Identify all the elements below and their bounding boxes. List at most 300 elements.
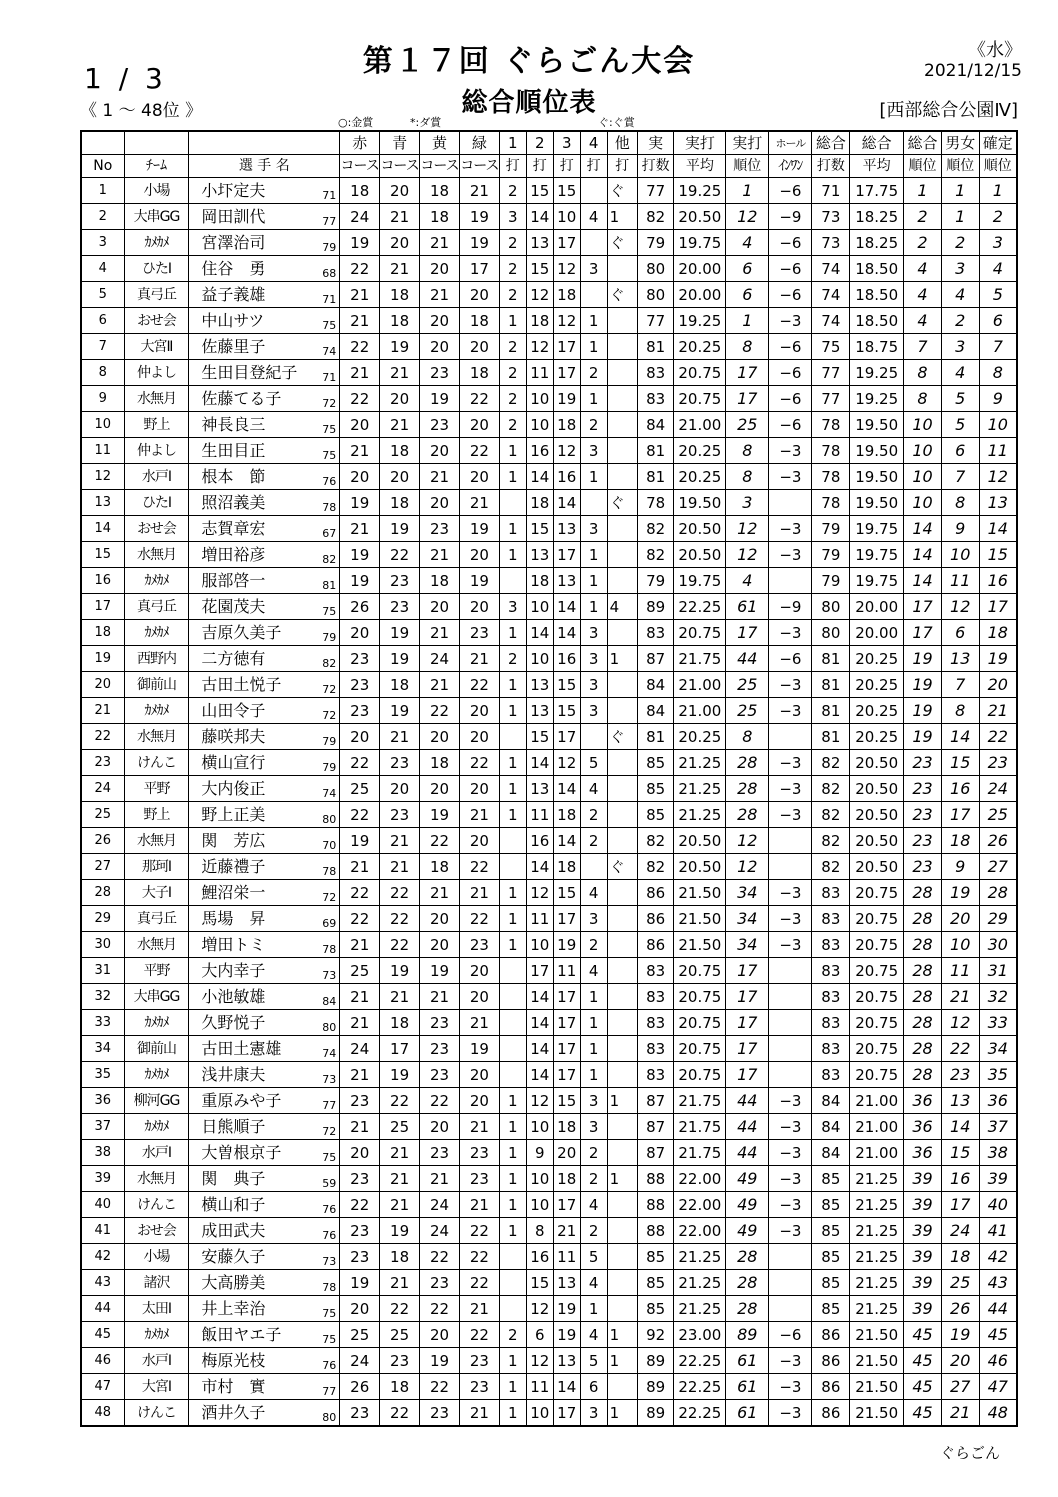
blue-course: 20 <box>380 776 420 802</box>
actual-rank: 17 <box>726 386 769 412</box>
hits-3: 16 <box>553 646 580 672</box>
actual-rank: 3 <box>726 490 769 516</box>
team: ｶﾒｶﾒ <box>124 1010 189 1036</box>
green-course: 21 <box>459 1114 499 1140</box>
final-rank: 39 <box>979 1166 1017 1192</box>
blue-course: 22 <box>380 932 420 958</box>
red-course: 20 <box>340 620 380 646</box>
red-course: 23 <box>340 1088 380 1114</box>
hits-3: 17 <box>553 906 580 932</box>
actual-strokes: 83 <box>637 1010 674 1036</box>
yellow-course: 18 <box>420 178 460 204</box>
actual-average: 20.50 <box>674 204 726 230</box>
blue-course: 23 <box>380 568 420 594</box>
gender-rank: 5 <box>941 412 979 438</box>
header-h3-top: 3 <box>553 131 580 155</box>
final-rank: 4 <box>979 256 1017 282</box>
gender-rank: 23 <box>941 1062 979 1088</box>
hole-in-one: −6 <box>769 230 812 256</box>
age: 79 <box>316 620 340 646</box>
hits-3: 18 <box>553 1114 580 1140</box>
red-course: 19 <box>340 230 380 256</box>
actual-rank: 28 <box>726 776 769 802</box>
actual-rank: 6 <box>726 282 769 308</box>
actual-strokes: 81 <box>637 724 674 750</box>
green-course: 20 <box>459 542 499 568</box>
total-rank: 28 <box>904 880 942 906</box>
table-row <box>81 1296 1017 1322</box>
hits-3: 17 <box>553 1010 580 1036</box>
green-course: 19 <box>459 230 499 256</box>
hits-3: 15 <box>553 1088 580 1114</box>
rank-no: 27 <box>81 854 124 880</box>
green-course: 21 <box>459 646 499 672</box>
table-row <box>81 1114 1017 1140</box>
hole-in-one: −6 <box>769 1322 812 1348</box>
rank-no: 34 <box>81 1036 124 1062</box>
team: ｶﾒｶﾒ <box>124 620 189 646</box>
total-average: 19.25 <box>850 360 904 386</box>
rank-no: 20 <box>81 672 124 698</box>
green-course: 19 <box>459 1036 499 1062</box>
hits-4: 3 <box>580 438 607 464</box>
hole-in-one <box>769 1010 812 1036</box>
age: 73 <box>316 958 340 984</box>
actual-average: 19.75 <box>674 230 726 256</box>
gender-rank: 16 <box>941 776 979 802</box>
actual-average: 20.75 <box>674 984 726 1010</box>
age: 80 <box>316 802 340 828</box>
actual-average: 20.25 <box>674 438 726 464</box>
header-row-top <box>81 131 1017 155</box>
gender-rank: 20 <box>941 1348 979 1374</box>
blue-course: 18 <box>380 1374 420 1400</box>
team: ひたⅠ <box>124 256 189 282</box>
table-row <box>81 750 1017 776</box>
gender-rank: 1 <box>941 178 979 204</box>
red-course: 21 <box>340 1010 380 1036</box>
total-average: 20.75 <box>850 984 904 1010</box>
red-course: 25 <box>340 776 380 802</box>
table-row <box>81 464 1017 490</box>
yellow-course: 19 <box>420 386 460 412</box>
hits-1: 1 <box>499 1140 526 1166</box>
hits-4: 5 <box>580 750 607 776</box>
hits-other <box>607 750 637 776</box>
player-name: 酒井久子 <box>189 1400 316 1427</box>
hits-3: 17 <box>553 334 580 360</box>
hits-1 <box>499 828 526 854</box>
actual-average: 21.75 <box>674 1114 726 1140</box>
actual-strokes: 82 <box>637 828 674 854</box>
hole-in-one: −3 <box>769 750 812 776</box>
actual-average: 23.00 <box>674 1322 726 1348</box>
team: おせ会 <box>124 308 189 334</box>
actual-rank: 61 <box>726 594 769 620</box>
red-course: 19 <box>340 542 380 568</box>
total-average: 18.75 <box>850 334 904 360</box>
age: 80 <box>316 1010 340 1036</box>
red-course: 26 <box>340 594 380 620</box>
yellow-course: 20 <box>420 594 460 620</box>
total-rank: 14 <box>904 516 942 542</box>
rank-no: 48 <box>81 1400 124 1427</box>
player-name: 安藤久子 <box>189 1244 316 1270</box>
blue-course: 21 <box>380 1192 420 1218</box>
actual-strokes: 85 <box>637 750 674 776</box>
red-course: 23 <box>340 1166 380 1192</box>
table-row <box>81 1270 1017 1296</box>
hole-in-one: −6 <box>769 334 812 360</box>
header-hole-inone: ｲﾝﾜﾝ <box>769 155 812 178</box>
actual-average: 22.25 <box>674 1374 726 1400</box>
player-name: 岡田訓代 <box>189 204 316 230</box>
total-strokes: 71 <box>812 178 850 204</box>
age: 78 <box>316 932 340 958</box>
total-rank: 39 <box>904 1192 942 1218</box>
actual-rank: 6 <box>726 256 769 282</box>
hits-2: 18 <box>526 490 553 516</box>
actual-average: 21.25 <box>674 1244 726 1270</box>
hole-in-one: −9 <box>769 204 812 230</box>
player-name: 成田武夫 <box>189 1218 316 1244</box>
total-strokes: 81 <box>812 646 850 672</box>
hits-1: 3 <box>499 594 526 620</box>
hits-2: 15 <box>526 516 553 542</box>
hits-4 <box>580 854 607 880</box>
player-name: 大内俊正 <box>189 776 316 802</box>
rank-no: 15 <box>81 542 124 568</box>
actual-average: 21.25 <box>674 1296 726 1322</box>
yellow-course: 20 <box>420 308 460 334</box>
hits-1: 1 <box>499 776 526 802</box>
actual-strokes: 84 <box>637 698 674 724</box>
hits-other <box>607 1270 637 1296</box>
table-row <box>81 1192 1017 1218</box>
total-rank: 28 <box>904 906 942 932</box>
total-rank: 19 <box>904 672 942 698</box>
total-strokes: 80 <box>812 620 850 646</box>
actual-strokes: 86 <box>637 880 674 906</box>
green-course: 19 <box>459 516 499 542</box>
table-row <box>81 1244 1017 1270</box>
yellow-course: 20 <box>420 490 460 516</box>
green-course: 22 <box>459 750 499 776</box>
final-rank: 24 <box>979 776 1017 802</box>
actual-average: 20.50 <box>674 828 726 854</box>
gender-rank: 6 <box>941 620 979 646</box>
hits-2: 12 <box>526 1296 553 1322</box>
hits-4: 1 <box>580 1062 607 1088</box>
hits-other: 1 <box>607 1348 637 1374</box>
actual-strokes: 77 <box>637 178 674 204</box>
table-row <box>81 776 1017 802</box>
gender-rank: 4 <box>941 360 979 386</box>
gender-rank: 5 <box>941 386 979 412</box>
actual-strokes: 85 <box>637 1270 674 1296</box>
red-course: 23 <box>340 672 380 698</box>
total-average: 20.25 <box>850 698 904 724</box>
actual-average: 22.00 <box>674 1192 726 1218</box>
actual-rank: 28 <box>726 802 769 828</box>
actual-strokes: 81 <box>637 334 674 360</box>
blue-course: 19 <box>380 958 420 984</box>
green-course: 21 <box>459 178 499 204</box>
hits-1: 1 <box>499 932 526 958</box>
hits-3: 17 <box>553 1036 580 1062</box>
total-strokes: 77 <box>812 360 850 386</box>
total-average: 20.75 <box>850 1062 904 1088</box>
table-row <box>81 1062 1017 1088</box>
blue-course: 20 <box>380 464 420 490</box>
final-rank: 15 <box>979 542 1017 568</box>
hole-in-one: −3 <box>769 438 812 464</box>
rank-no: 30 <box>81 932 124 958</box>
hits-1: 2 <box>499 256 526 282</box>
rank-no: 21 <box>81 698 124 724</box>
results-table <box>80 130 1018 1427</box>
table-row <box>81 568 1017 594</box>
actual-rank: 61 <box>726 1348 769 1374</box>
total-rank: 23 <box>904 776 942 802</box>
team: 水無月 <box>124 1166 189 1192</box>
rank-no: 31 <box>81 958 124 984</box>
header-other-top: 他 <box>607 131 637 155</box>
header-yellow-top: 黄 <box>420 131 460 155</box>
actual-rank: 1 <box>726 308 769 334</box>
hole-in-one: −3 <box>769 1114 812 1140</box>
red-course: 21 <box>340 360 380 386</box>
hits-3: 17 <box>553 542 580 568</box>
red-course: 19 <box>340 490 380 516</box>
hole-in-one: −6 <box>769 412 812 438</box>
hits-2: 10 <box>526 932 553 958</box>
total-average: 21.00 <box>850 1114 904 1140</box>
hole-in-one: −6 <box>769 646 812 672</box>
rank-no: 35 <box>81 1062 124 1088</box>
page-title: 第１７回 ぐらごん大会 <box>362 44 696 79</box>
actual-strokes: 83 <box>637 360 674 386</box>
actual-strokes: 80 <box>637 282 674 308</box>
table-row <box>81 204 1017 230</box>
hits-4: 6 <box>580 1374 607 1400</box>
rank-no: 17 <box>81 594 124 620</box>
total-average: 21.25 <box>850 1166 904 1192</box>
hits-other <box>607 1296 637 1322</box>
player-name: 鯉沼栄一 <box>189 880 316 906</box>
page-number: 1 / 3 <box>84 62 167 95</box>
blue-course: 19 <box>380 1218 420 1244</box>
legend-da: *:ダ賞 <box>410 116 442 129</box>
actual-average: 21.75 <box>674 646 726 672</box>
yellow-course: 23 <box>420 1010 460 1036</box>
rank-no: 5 <box>81 282 124 308</box>
actual-average: 22.25 <box>674 1348 726 1374</box>
total-strokes: 83 <box>812 906 850 932</box>
actual-rank: 28 <box>726 1296 769 1322</box>
hits-other <box>607 776 637 802</box>
red-course: 24 <box>340 1036 380 1062</box>
actual-average: 22.25 <box>674 594 726 620</box>
actual-average: 21.25 <box>674 802 726 828</box>
table-row <box>81 1036 1017 1062</box>
actual-strokes: 84 <box>637 672 674 698</box>
hits-2: 17 <box>526 958 553 984</box>
actual-rank: 61 <box>726 1374 769 1400</box>
rank-no: 44 <box>81 1296 124 1322</box>
player-name: 神長良三 <box>189 412 316 438</box>
team: ｶﾒｶﾒ <box>124 568 189 594</box>
table-row <box>81 828 1017 854</box>
player-name: 古田土憲雄 <box>189 1036 316 1062</box>
hits-2: 12 <box>526 1348 553 1374</box>
hits-4: 2 <box>580 1218 607 1244</box>
hits-4 <box>580 724 607 750</box>
hole-in-one: −3 <box>769 464 812 490</box>
hole-in-one: −6 <box>769 360 812 386</box>
actual-rank: 44 <box>726 1140 769 1166</box>
total-rank: 36 <box>904 1140 942 1166</box>
hits-3: 18 <box>553 282 580 308</box>
age: 70 <box>316 828 340 854</box>
event-date: 2021/12/15 <box>924 61 1022 81</box>
table-row <box>81 334 1017 360</box>
red-course: 23 <box>340 1244 380 1270</box>
hits-3: 15 <box>553 880 580 906</box>
header-h4: 打 <box>580 155 607 178</box>
team: 仲よし <box>124 360 189 386</box>
age: 73 <box>316 1062 340 1088</box>
actual-strokes: 83 <box>637 958 674 984</box>
gender-rank: 13 <box>941 646 979 672</box>
actual-average: 20.75 <box>674 386 726 412</box>
gender-rank: 13 <box>941 1088 979 1114</box>
age: 81 <box>316 568 340 594</box>
green-course: 20 <box>459 828 499 854</box>
total-average: 21.25 <box>850 1270 904 1296</box>
blue-course: 21 <box>380 1270 420 1296</box>
hits-2: 16 <box>526 828 553 854</box>
gender-rank: 15 <box>941 1140 979 1166</box>
hits-other <box>607 984 637 1010</box>
final-rank: 22 <box>979 724 1017 750</box>
final-rank: 16 <box>979 568 1017 594</box>
final-rank: 44 <box>979 1296 1017 1322</box>
hits-2: 18 <box>526 568 553 594</box>
hits-1: 2 <box>499 412 526 438</box>
table-row <box>81 516 1017 542</box>
rank-no: 9 <box>81 386 124 412</box>
total-rank: 45 <box>904 1348 942 1374</box>
hits-4: 4 <box>580 776 607 802</box>
team: ｶﾒｶﾒ <box>124 1322 189 1348</box>
total-average: 18.25 <box>850 230 904 256</box>
gender-rank: 6 <box>941 438 979 464</box>
blue-course: 22 <box>380 1088 420 1114</box>
actual-strokes: 89 <box>637 1348 674 1374</box>
actual-average: 21.00 <box>674 412 726 438</box>
hits-1 <box>499 984 526 1010</box>
table-row <box>81 646 1017 672</box>
actual-average: 21.50 <box>674 880 726 906</box>
hole-in-one: −3 <box>769 1088 812 1114</box>
blue-course: 20 <box>380 386 420 412</box>
blue-course: 21 <box>380 828 420 854</box>
red-course: 21 <box>340 1062 380 1088</box>
hits-2: 10 <box>526 1400 553 1427</box>
yellow-course: 20 <box>420 776 460 802</box>
hits-1: 2 <box>499 334 526 360</box>
hits-4: 1 <box>580 542 607 568</box>
actual-strokes: 78 <box>637 490 674 516</box>
hits-other <box>607 802 637 828</box>
player-name: 山田令子 <box>189 698 316 724</box>
final-rank: 12 <box>979 464 1017 490</box>
header-h2: 打 <box>526 155 553 178</box>
hits-1: 2 <box>499 646 526 672</box>
total-rank: 45 <box>904 1374 942 1400</box>
blue-course: 25 <box>380 1114 420 1140</box>
actual-rank: 49 <box>726 1218 769 1244</box>
rank-no: 45 <box>81 1322 124 1348</box>
yellow-course: 22 <box>420 1374 460 1400</box>
age: 78 <box>316 490 340 516</box>
actual-rank: 1 <box>726 178 769 204</box>
total-rank: 10 <box>904 412 942 438</box>
red-course: 21 <box>340 932 380 958</box>
hits-3: 11 <box>553 958 580 984</box>
hits-2: 14 <box>526 750 553 776</box>
hits-3: 19 <box>553 1296 580 1322</box>
gender-rank: 18 <box>941 828 979 854</box>
player-name: 関 芳広 <box>189 828 316 854</box>
hits-3: 14 <box>553 620 580 646</box>
hole-in-one: −3 <box>769 1400 812 1427</box>
player-name: 梅原光枝 <box>189 1348 316 1374</box>
footer-brand: ぐらごん <box>939 1444 1000 1462</box>
final-rank: 27 <box>979 854 1017 880</box>
actual-average: 19.25 <box>674 308 726 334</box>
total-strokes: 84 <box>812 1114 850 1140</box>
header-red: コース <box>340 155 380 178</box>
hits-3: 21 <box>553 1218 580 1244</box>
player-name: 住谷 勇 <box>189 256 316 282</box>
total-average: 20.75 <box>850 932 904 958</box>
hits-3: 14 <box>553 1374 580 1400</box>
table-row <box>81 620 1017 646</box>
hole-in-one: −3 <box>769 1166 812 1192</box>
total-average: 19.75 <box>850 542 904 568</box>
total-rank: 28 <box>904 932 942 958</box>
yellow-course: 23 <box>420 1140 460 1166</box>
green-course: 20 <box>459 776 499 802</box>
total-strokes: 75 <box>812 334 850 360</box>
total-strokes: 86 <box>812 1348 850 1374</box>
actual-rank: 4 <box>726 230 769 256</box>
age: 72 <box>316 1114 340 1140</box>
hits-3: 17 <box>553 1400 580 1427</box>
total-average: 18.25 <box>850 204 904 230</box>
total-average: 20.25 <box>850 724 904 750</box>
hole-in-one <box>769 1062 812 1088</box>
red-course: 23 <box>340 698 380 724</box>
actual-rank: 12 <box>726 828 769 854</box>
actual-rank: 28 <box>726 750 769 776</box>
blue-course: 21 <box>380 724 420 750</box>
total-average: 20.50 <box>850 776 904 802</box>
hits-4: 3 <box>580 672 607 698</box>
total-average: 20.50 <box>850 854 904 880</box>
